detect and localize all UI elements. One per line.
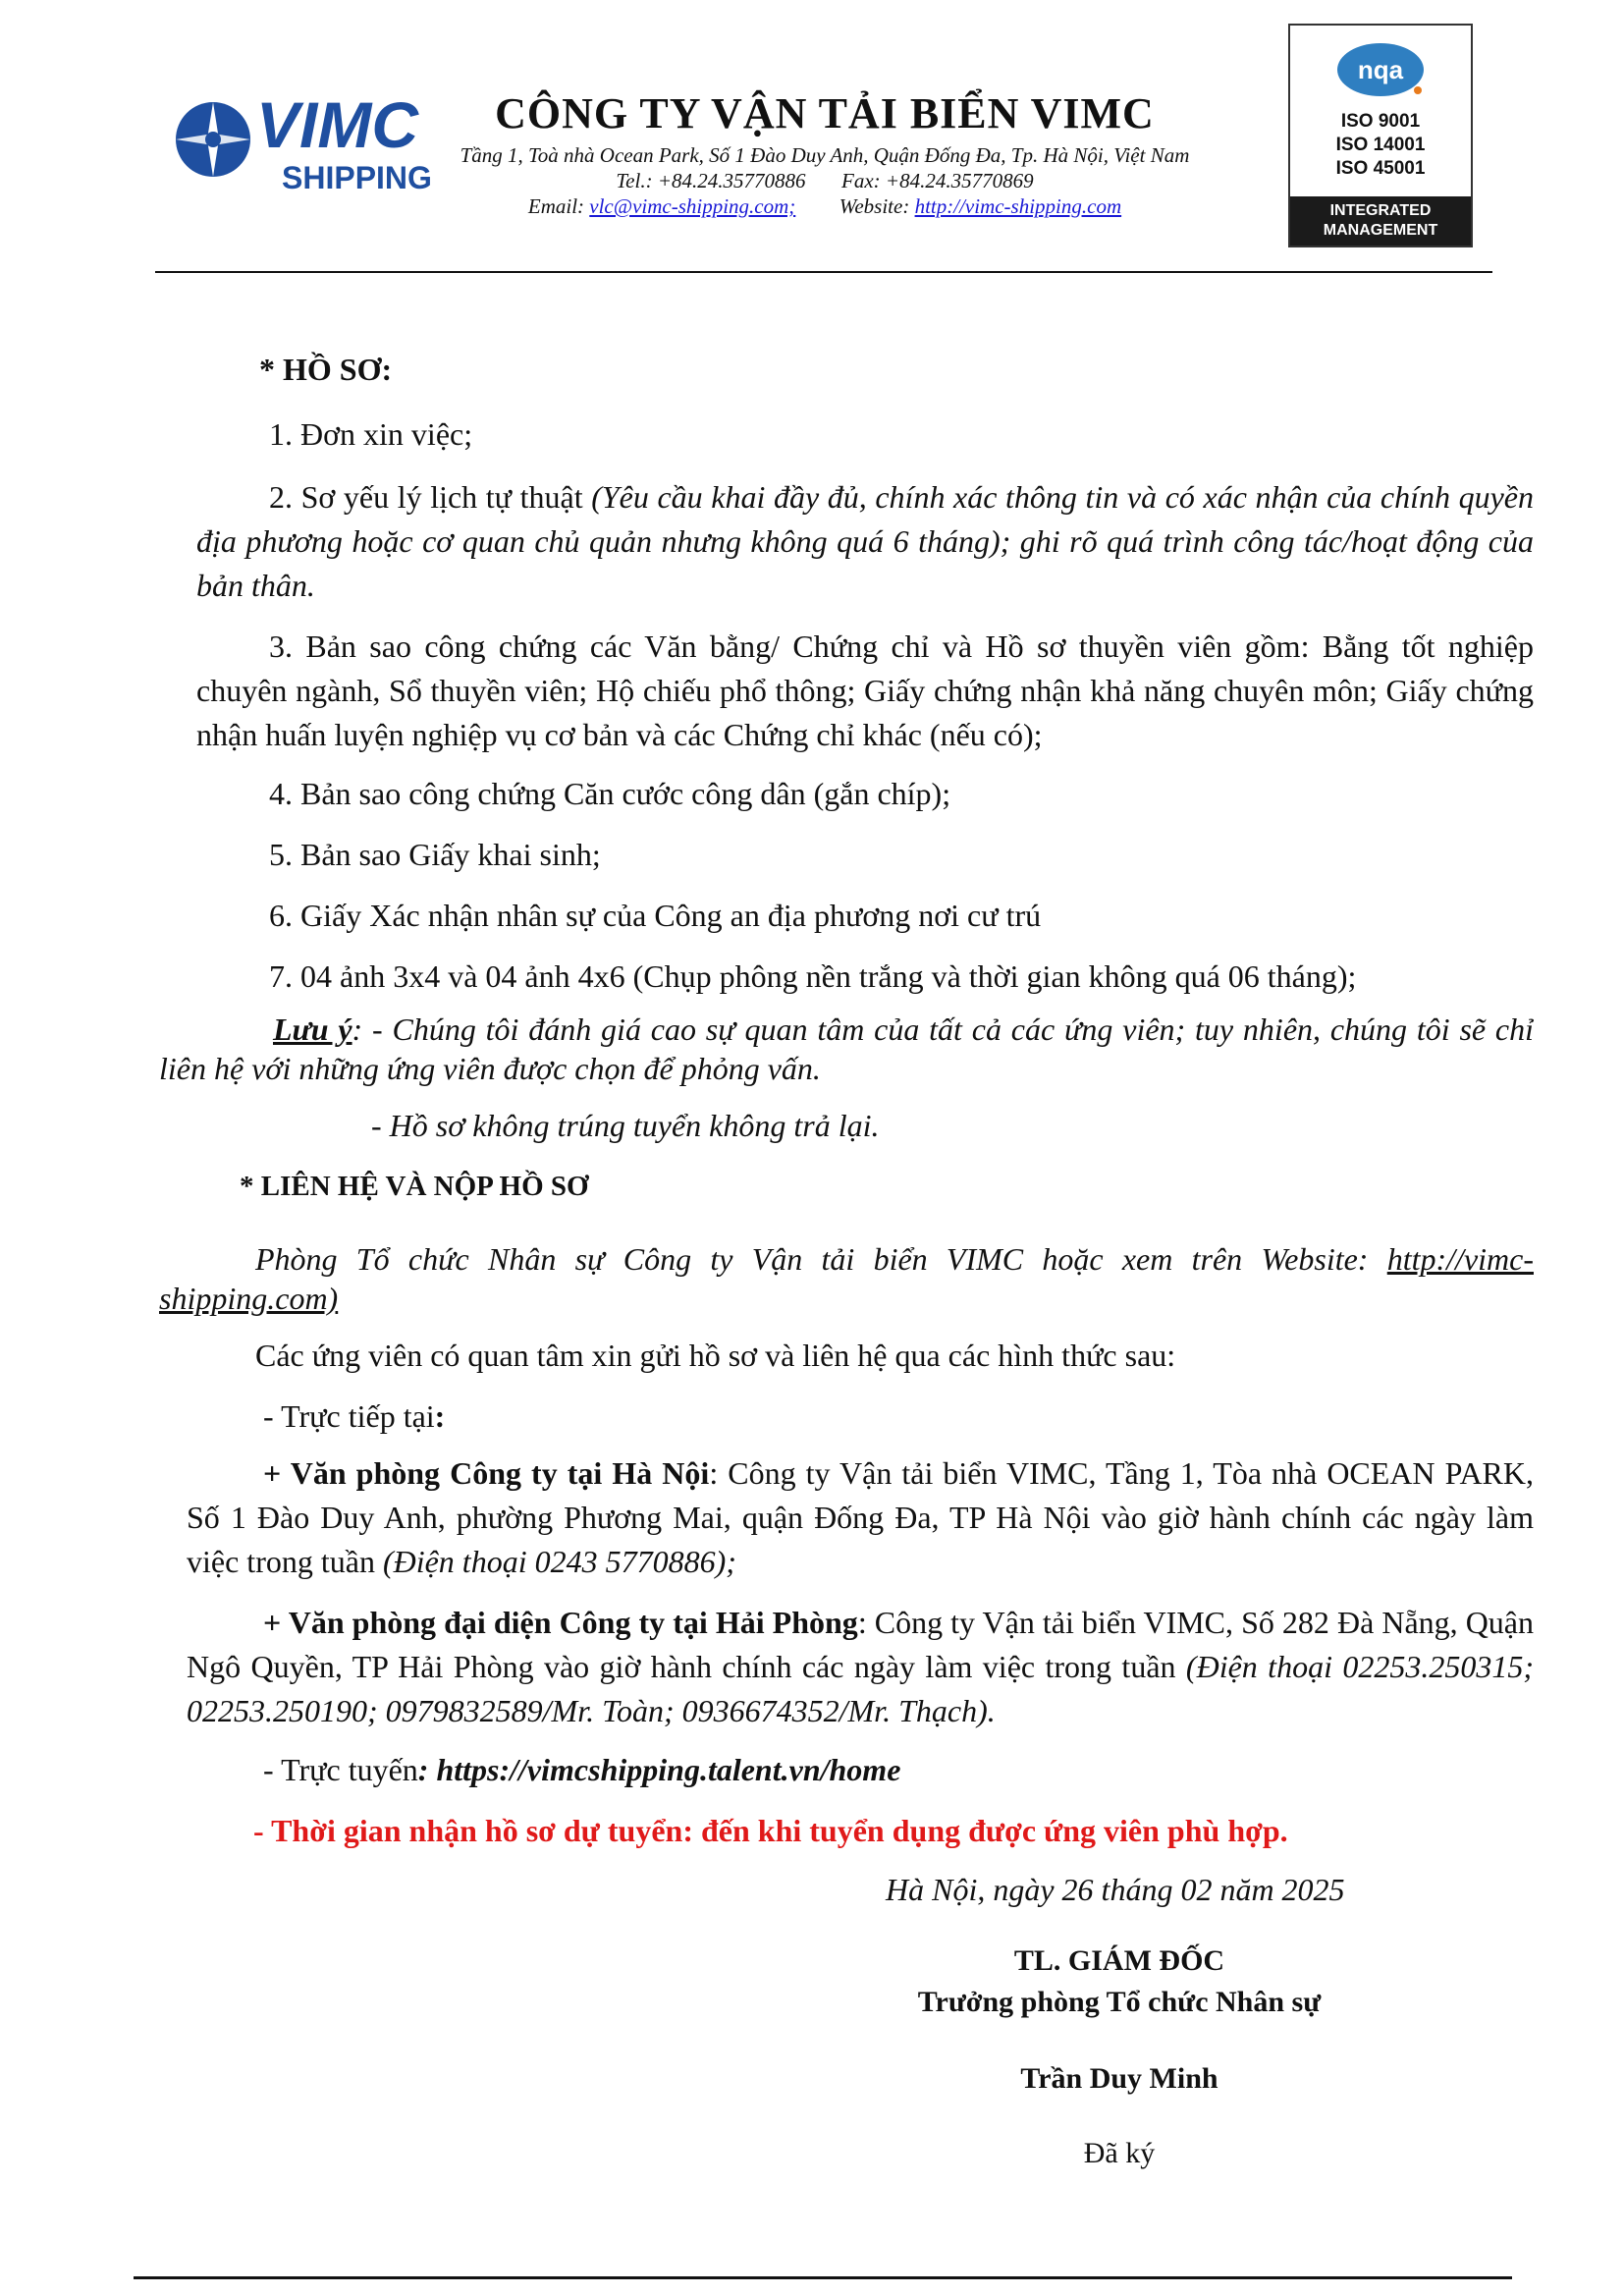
- iso-band-line: MANAGEMENT: [1323, 222, 1438, 239]
- signature-date: Hà Nội, ngày 26 tháng 02 năm 2025: [886, 1872, 1345, 1907]
- direct-contact: [263, 1394, 445, 1439]
- signature-position: Trưởng phòng Tổ chức Nhân sự: [917, 1986, 1322, 2018]
- dept-website-link[interactable]: http://vimc-shipping.com): [159, 1241, 1534, 1316]
- company-address: Tầng 1, Toà nhà Ocean Park, Số 1 Đào Duy Anh, Quận Đống Đa, Tp. Hà Nội, Việt Nam: [460, 143, 1190, 167]
- item-2-note: (Yêu cầu khai đầy đủ, chính xác thông tin và có xác nhận của chính quyền địa phương hoặc cơ quan chủ quản nhưng không quá 6 tháng); ghi rõ quá trình công tác/hoạt động của bản thân.: [196, 479, 1535, 603]
- tel: Tel.: +84.24.35770886: [616, 169, 806, 192]
- iso-standards: [1290, 110, 1471, 181]
- item-2-text: 2. Sơ yếu lý lịch tự thuật: [269, 479, 592, 515]
- iso-line: ISO 9001: [1340, 111, 1421, 132]
- signatory-name: Trần Duy Minh: [1020, 2062, 1218, 2095]
- signature-title: TL. GIÁM ĐỐC: [1013, 1944, 1225, 1977]
- company-phone-line: [393, 169, 1257, 193]
- nqa-logo-icon: [1335, 41, 1426, 98]
- company-logo: [172, 79, 432, 201]
- haiphong-label: + Văn phòng đại diện Công ty tại Hải Phòng: [263, 1605, 858, 1640]
- haiphong-text: : Công ty Vận tải biển VIMC, Số 282 Đà Nẵng, Quận Ngô Quyền, TP Hải Phòng vào giờ hành chính các ngày làm việc trong tuần: [187, 1605, 1535, 1684]
- hanoi-phone: (Điện thoại 0243 5770886);: [382, 1544, 736, 1579]
- online-label: - Trực tuyến: [263, 1752, 418, 1787]
- header-divider: [155, 271, 1492, 273]
- footer-divider: [134, 2276, 1512, 2279]
- online-link[interactable]: : https://vimcshipping.talent.vn/home: [417, 1752, 901, 1787]
- iso-certification-badge: [1288, 24, 1473, 247]
- haiphong-phone: (Điện thoại 02253.250315; 02253.250190; 0979832589/Mr. Toàn; 0936674352/Mr. Thạch).: [187, 1649, 1535, 1728]
- website-link[interactable]: http://vimc-shipping.com: [914, 194, 1122, 218]
- company-contact-line: [393, 194, 1257, 219]
- note-paragraph: [159, 1010, 1534, 1088]
- note-label: Lưu ý: [273, 1011, 352, 1047]
- email-label: Email:: [527, 194, 585, 218]
- direct-colon: :: [434, 1398, 446, 1434]
- dept-text: Phòng Tổ chức Nhân sự Công ty Vận tải biển VIMC hoặc xem trên Website:: [255, 1241, 1387, 1277]
- contact-dept: [159, 1239, 1534, 1318]
- ho-so-heading: * HỒ SƠ:: [259, 352, 393, 387]
- deadline-notice: - Thời gian nhận hồ sơ dự tuyển: đến khi tuyển dụng được ứng viên phù hợp.: [253, 1813, 1288, 1848]
- ho-so-item-1: 1. Đơn xin việc;: [269, 416, 473, 452]
- direct-label: - Trực tiếp tại: [263, 1398, 435, 1434]
- nqa-brand: nqa: [1357, 55, 1404, 84]
- note-text: : - Chúng tôi đánh giá cao sự quan tâm của tất cả các ứng viên; tuy nhiên, chúng tôi sẽ chỉ liên hệ với những ứng viên được chọn để phỏng vấn.: [159, 1011, 1535, 1086]
- ho-so-item-7: 7. 04 ảnh 3x4 và 04 ảnh 4x6 (Chụp phông nền trắng và thời gian không quá 06 tháng);: [269, 958, 1357, 994]
- iso-line: ISO 45001: [1335, 158, 1426, 179]
- company-name: CÔNG TY VẬN TẢI BIỂN VIMC: [495, 89, 1155, 137]
- ho-so-item-6: 6. Giấy Xác nhận nhân sự của Công an địa phương nơi cư trú: [269, 898, 1042, 933]
- fax: Fax: +84.24.35770869: [841, 169, 1034, 192]
- note-2: - Hồ sơ không trúng tuyển không trả lại.: [371, 1108, 880, 1143]
- iso-band-line: INTEGRATED: [1329, 202, 1432, 219]
- hanoi-text: : Công ty Vận tải biển VIMC, Tầng 1, Tòa nhà OCEAN PARK, Số 1 Đào Duy Anh, phường Phương Mai, quận Đống Đa, TP Hà Nội vào giờ hành chính các ngày làm việc trong tuần: [187, 1455, 1535, 1579]
- haiphong-office: [187, 1601, 1534, 1733]
- logo-text-bottom: SHIPPING: [282, 160, 432, 195]
- contact-intro: Các ứng viên có quan tâm xin gửi hồ sơ và liên hệ qua các hình thức sau:: [255, 1338, 1176, 1373]
- ho-so-item-4: 4. Bản sao công chứng Căn cước công dân (gắn chíp);: [269, 776, 951, 811]
- iso-band: [1290, 196, 1471, 246]
- ho-so-item-5: 5. Bản sao Giấy khai sinh;: [269, 837, 601, 872]
- contact-heading: * LIÊN HỆ VÀ NỘP HỒ SƠ: [240, 1171, 589, 1202]
- signed-mark: Đã ký: [1083, 2137, 1156, 2169]
- website-label: Website:: [839, 194, 910, 218]
- ho-so-item-2: [196, 475, 1534, 608]
- logo-text-top: VIMC: [256, 88, 418, 161]
- email-link[interactable]: vlc@vimc-shipping.com;: [589, 194, 796, 218]
- online-contact: [263, 1748, 900, 1792]
- iso-line: ISO 14001: [1335, 135, 1426, 155]
- ho-so-item-3: 3. Bản sao công chứng các Văn bằng/ Chứng chỉ và Hồ sơ thuyền viên gồm: Bằng tốt nghiệp chuyên ngành, Sổ thuyền viên; Hộ chiếu phổ thông; Giấy chứng nhận khả năng chuyên môn; Giấy chứng nhận huấn luyện nghiệp vụ cơ bản và các Chứng chỉ khác (nếu có);: [196, 629, 1534, 752]
- hanoi-office: [187, 1451, 1534, 1584]
- hanoi-label: + Văn phòng Công ty tại Hà Nội: [263, 1455, 710, 1491]
- compass-icon: [176, 102, 250, 177]
